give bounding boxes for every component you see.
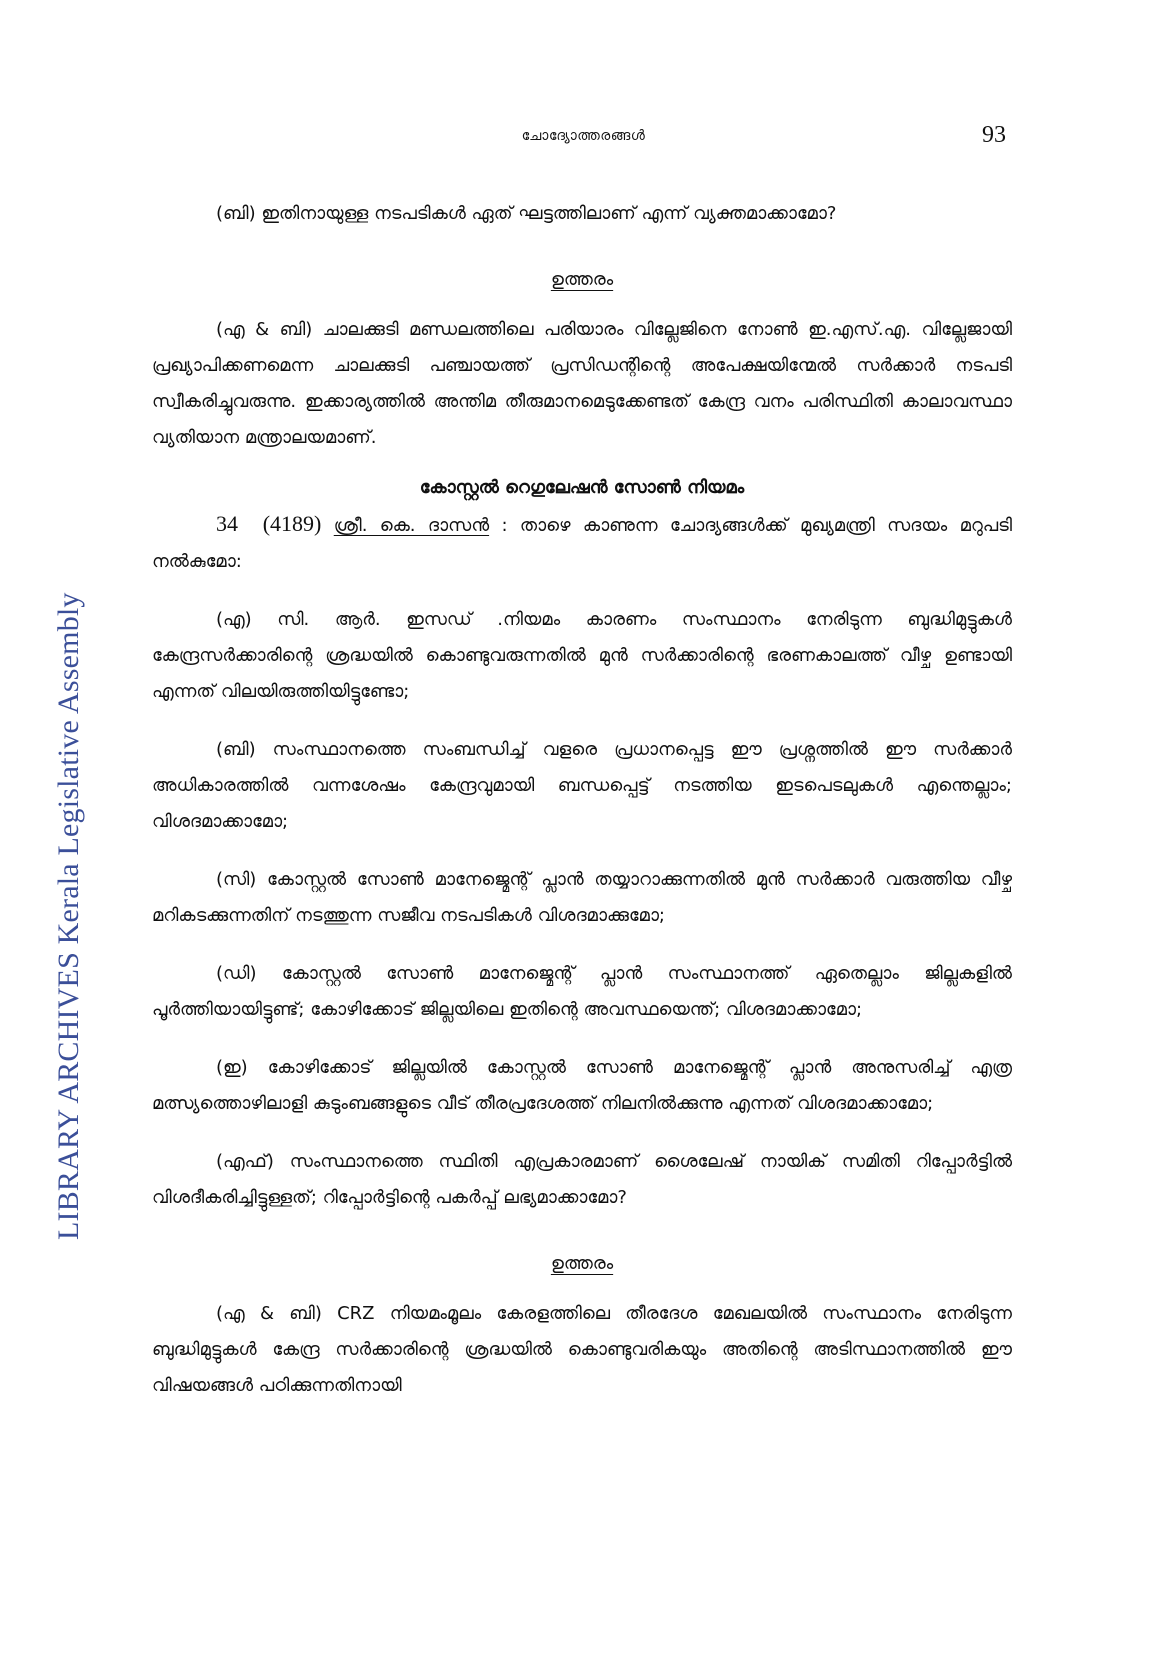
answer-paragraph: (എ & ബി) ചാലക്കുടി മണ്ഡലത്തിലെ പരിയാരം വില്ലേജിനെ നോൺ ഇ.എസ്.എ. വില്ലേജായി പ്രഖ്യാപിക്കണമെന്ന ചാലക്കുടി പഞ്ചായത്ത് പ്രസിഡന്റിന്റെ അപേക്ഷയിന്മേൽ സർക്കാർ നടപടി സ്വീകരിച്ചുവരുന്നു. ഇക്കാര്യത്തിൽ അന്തിമ തീരുമാനമെടുക്കേണ്ടത് കേന്ദ്ര വനം പരിസ്ഥിതി കാലാവസ്ഥാ വ്യതിയാന മന്ത്രാലയമാണ്. — [152, 319, 1012, 448]
question-intro — [152, 506, 1012, 580]
sub-question-a: (എ) സി. ആർ. ഇസഡ് .നിയമം കാരണം സംസ്ഥാനം നേരിടുന്ന ബുദ്ധിമുട്ടുകൾ കേന്ദ്രസർക്കാരിന്റെ ശ്രദ്ധയിൽ കൊണ്ടുവരുന്നതിൽ മുൻ സർക്കാരിന്റെ ഭരണകാലത്ത് വീഴ്ച ഉണ്ടായി എന്നത് വിലയിരുത്തിയിട്ടുണ്ടോ; — [152, 609, 1012, 702]
section-title: കോസ്റ്റൽ റെഗുലേഷൻ സോൺ നിയമം — [419, 477, 745, 498]
sub-question-e: (ഇ) കോഴിക്കോട് ജില്ലയിൽ കോസ്റ്റൽ സോൺ മാനേജ്മെന്റ് പ്ലാൻ അനുസരിച്ച് എത്ര മത്സ്യത്തൊഴിലാളി കുടുംബങ്ങളുടെ വീട് തീരപ്രദേശത്ത് നിലനിൽക്കുന്നു എന്നത് വിശദമാക്കാമോ; — [152, 1057, 1012, 1114]
member-name: ശ്രീ. കെ. ദാസൻ — [333, 515, 490, 536]
answer-heading: ഉത്തരം — [550, 1253, 614, 1274]
library-archives-watermark: LIBRARY ARCHIVES Kerala Legislative Assembly — [52, 592, 85, 1240]
question-ref: (4189) — [262, 511, 322, 536]
sub-question-b: (ബി) സംസ്ഥാനത്തെ സംബന്ധിച്ച് വളരെ പ്രധാനപ്പെട്ട ഈ പ്രശ്നത്തിൽ ഈ സർക്കാർ അധികാരത്തിൽ വന്നശേഷം കേന്ദ്രവുമായി ബന്ധപ്പെട്ട് നടത്തിയ ഇടപെടലുകൾ എന്തെല്ലാം; വിശദമാക്കാമോ; — [152, 739, 1012, 832]
sub-question-c: (സി) കോസ്റ്റൽ സോൺ മാനേജ്മെന്റ് പ്ലാൻ തയ്യാറാക്കുന്നതിൽ മുൻ സർക്കാർ വരുത്തിയ വീഴ്ച മറികടക്കുന്നതിന് നടത്തുന്ന സജീവ നടപടികൾ വിശദമാക്കുമോ; — [152, 869, 1012, 926]
question-intro-text: : താഴെ കാണുന്ന ചോദ്യങ്ങൾക്ക് മുഖ്യമന്ത്രി സദയം മറുപടി നൽകുമോ: — [152, 515, 1012, 572]
running-head: ചോദ്യോത്തരങ്ങൾ — [521, 128, 646, 144]
answer-paragraph: (എ & ബി) CRZ നിയമംമൂലം കേരളത്തിലെ തീരദേശ മേഖലയിൽ സംസ്ഥാനം നേരിടുന്ന ബുദ്ധിമുട്ടുകൾ കേന്ദ്ര സർക്കാരിന്റെ ശ്രദ്ധയിൽ കൊണ്ടുവരികയും അതിന്റെ അടിസ്ഥാനത്തിൽ ഈ വിഷയങ്ങൾ പഠിക്കുന്നതിനായി — [152, 1303, 1012, 1396]
page-number: 93 — [982, 122, 1006, 148]
sub-question-d: (ഡി) കോസ്റ്റൽ സോൺ മാനേജ്മെന്റ് പ്ലാൻ സംസ്ഥാനത്ത് ഏതെല്ലാം ജില്ലകളിൽ പൂർത്തിയായിട്ടുണ്ട്; കോഴിക്കോട് ജില്ലയിലെ ഇതിന്റെ അവസ്ഥയെന്ത്; വിശദമാക്കാമോ; — [152, 963, 1012, 1020]
sub-question-f: (എഫ്) സംസ്ഥാനത്തെ സ്ഥിതി എപ്രകാരമാണ് ശൈലേഷ് നായിക് സമിതി റിപ്പോർട്ടിൽ വിശദീകരിച്ചിട്ടുള്ളത്; റിപ്പോർട്ടിന്റെ പകർപ്പ് ലഭ്യമാക്കാമോ? — [152, 1151, 1012, 1208]
page-body — [152, 196, 1012, 1404]
question-number: 34 — [216, 511, 238, 536]
previous-question-b: (ബി) ഇതിനായുള്ള നടപടികൾ ഏത് ഘട്ടത്തിലാണ് എന്ന് വ്യക്തമാക്കാമോ? — [216, 203, 837, 224]
answer-heading: ഉത്തരം — [550, 269, 614, 290]
